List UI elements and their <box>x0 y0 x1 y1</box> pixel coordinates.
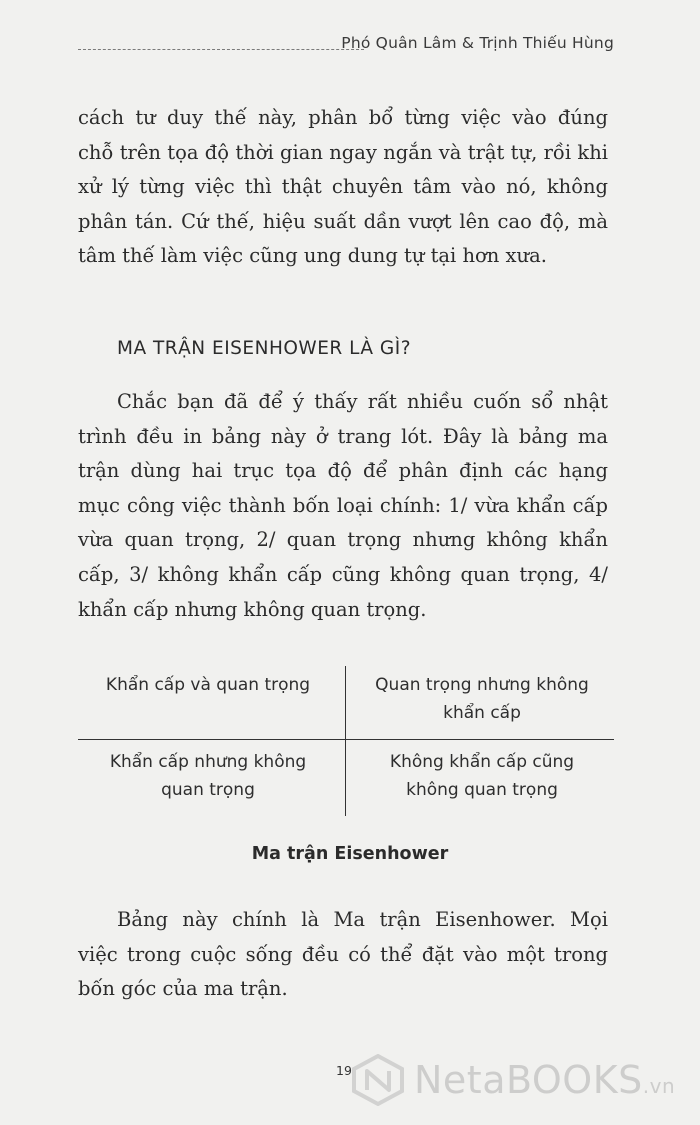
matrix-cell-text: Khẩn cấp nhưng không <box>109 752 307 772</box>
matrix-vertical-axis <box>345 666 346 816</box>
matrix-cell-important-not-urgent <box>350 671 614 727</box>
page-number: 19 <box>336 1063 352 1078</box>
paragraph-2-line: cấp, 3/ không khẩn cấp cũng không quan trọng, 4/ <box>78 562 608 586</box>
matrix-caption: Ma trận Eisenhower <box>251 844 449 864</box>
watermark-text <box>414 1058 675 1102</box>
matrix-cell-text: Khẩn cấp và quan trọng <box>105 675 311 695</box>
paragraph-1-line: xử lý từng việc thì thật chuyên tâm vào nó, không <box>78 175 608 199</box>
paragraph-2-line: vừa quan trọng, 2/ quan trọng nhưng không khẩn <box>78 528 608 552</box>
paragraph-2-line: trận dùng hai trục tọa độ để phân định các hạng <box>78 459 608 483</box>
paragraph-2-line: Chắc bạn đã để ý thấy rất nhiều cuốn sổ nhật <box>117 390 608 413</box>
paragraph-2 <box>78 385 608 627</box>
paragraph-1-line: chỗ trên tọa độ thời gian ngay ngắn và trật tự, rồi khi <box>78 140 608 164</box>
paragraph-1-line: cách tư duy thế này, phân bổ từng việc vào đúng <box>78 106 608 129</box>
paragraph-3 <box>78 903 608 1007</box>
paragraph-1-line: tâm thế làm việc cũng ung dung tự tại hơn xưa. <box>78 244 547 268</box>
section-heading: MA TRẬN EISENHOWER LÀ GÌ? <box>117 338 412 359</box>
netabooks-watermark <box>350 1050 690 1110</box>
paragraph-3-line: Bảng này chính là Ma trận Eisenhower. Mọi <box>117 908 608 931</box>
eisenhower-matrix <box>78 666 614 816</box>
watermark-brand: NetaBOOKS <box>414 1058 643 1102</box>
matrix-cell-urgent-important <box>78 671 338 699</box>
matrix-cell-text: Không khẩn cấp cũng <box>389 752 575 772</box>
matrix-cell-not-urgent-not-important <box>350 748 614 804</box>
paragraph-1 <box>78 101 608 274</box>
matrix-horizontal-axis <box>78 739 614 740</box>
paragraph-3-line: bốn góc của ma trận. <box>78 977 288 1001</box>
netabooks-logo-icon <box>350 1054 406 1106</box>
running-header <box>78 34 614 58</box>
header-authors: Phó Quân Lâm & Trịnh Thiếu Hùng <box>341 34 614 52</box>
paragraph-2-line: khẩn cấp nhưng không quan trọng. <box>78 597 427 621</box>
matrix-cell-text: khẩn cấp <box>443 703 521 723</box>
matrix-cell-text: không quan trọng <box>406 780 558 800</box>
paragraph-1-line: phân tán. Cứ thế, hiệu suất dần vượt lên cao độ, mà <box>78 209 608 233</box>
paragraph-2-line: trình đều in bảng này ở trang lót. Đây là bảng ma <box>78 424 608 448</box>
paragraph-2-line: mục công việc thành bốn loại chính: 1/ vừa khẩn cấp <box>78 493 608 517</box>
watermark-tld: .vn <box>642 1074 676 1098</box>
header-dashed-rule <box>78 49 364 50</box>
matrix-cell-text: quan trọng <box>161 780 255 800</box>
matrix-cell-text: Quan trọng nhưng không <box>375 675 589 695</box>
matrix-cell-urgent-not-important <box>78 748 338 804</box>
paragraph-3-line: việc trong cuộc sống đều có thể đặt vào một trong <box>78 942 608 966</box>
